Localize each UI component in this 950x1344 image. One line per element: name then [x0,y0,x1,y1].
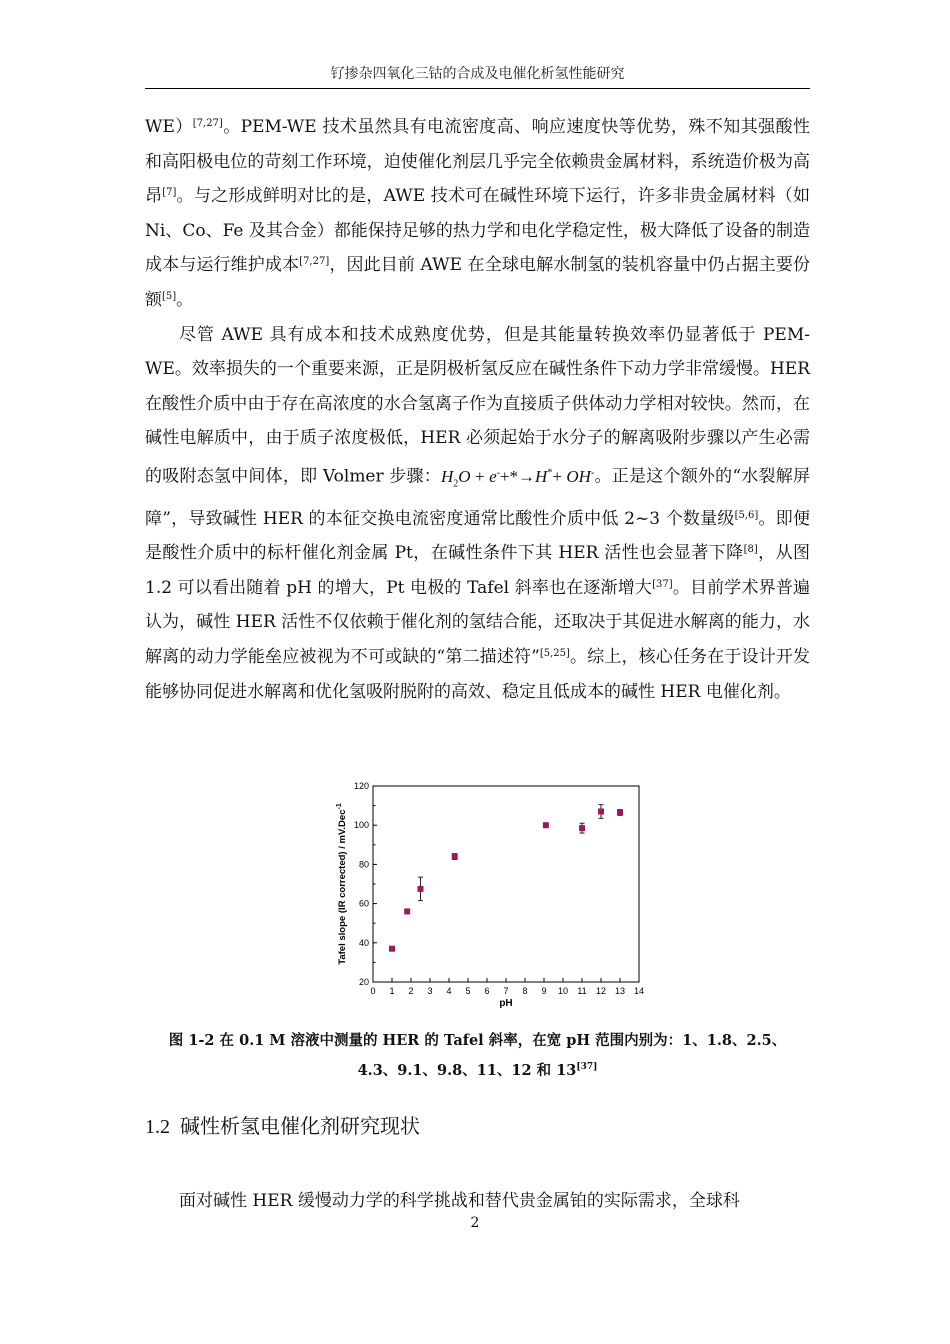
paragraph-3: 面对碱性 HER 缓慢动力学的科学挑战和替代贵金属铂的实际需求，全球科 [179,1191,740,1211]
data-point [543,822,549,828]
x-tick-label: 9 [541,986,547,996]
y-tick-label: 80 [358,859,369,870]
x-tick-label: 6 [484,986,490,996]
body-text [145,110,810,709]
tafel-slope-figure [325,780,645,1010]
citation: [37] [652,578,673,590]
citation: [7] [162,187,177,199]
y-tick-label: 100 [353,820,369,831]
y-tick-label: 20 [358,977,369,987]
citation: [5] [162,290,177,302]
x-tick-label: 1 [389,986,395,996]
data-point [579,825,585,831]
section-heading [145,1110,420,1139]
tafel-slope-chart [325,780,645,1010]
citation: [5,25] [539,647,570,659]
volmer-equation: $H_2O + e^-+*\to H^*+ OH^-$ [440,466,595,489]
y-tick-label: 60 [358,898,369,909]
x-tick-label: 14 [633,986,645,996]
section-title: 碱性析氢电催化剂研究现状 [180,1114,420,1138]
citation: [7,27] [299,256,330,268]
running-title: 钌掺杂四氧化三钴的合成及电催化析氢性能研究 [330,66,625,82]
x-tick-label: 4 [446,986,452,996]
x-tick-label: 12 [595,986,607,996]
x-axis-label: pH [499,998,513,1009]
citation: [5,6] [734,509,759,521]
caption-line-2: 4.3、9.1、9.8、11、12 和 13[37] [357,1061,598,1079]
citation: [7,27] [192,118,223,129]
x-tick-label: 13 [614,986,626,996]
data-point [404,908,410,914]
header-rule [145,88,810,89]
y-tick-label: 120 [353,781,369,791]
citation: [37] [576,1062,598,1072]
y-axis-label: Tafel slope (IR corrected) / mV.Dec$^{-1}$ [336,803,348,965]
x-tick-label: 0 [370,986,376,996]
data-point [598,808,604,814]
x-tick-label: 8 [522,986,528,996]
figure-caption [145,1028,810,1084]
x-tick-label: 10 [557,986,569,996]
citation: [8] [743,544,758,556]
data-point [452,854,458,860]
caption-line-1: 图 1-2 在 0.1 M 溶液中测量的 HER 的 Tafel 斜率，在宽 pH 范围内别为：1、1.8、2.5、 [168,1032,787,1049]
data-point [389,946,395,952]
x-tick-label: 11 [577,986,587,996]
section-number: 1.2 [145,1116,170,1138]
paragraph-1: WE）[7,27]。PEM-WE 技术虽然具有电流密度高、响应速度快等优势，殊不知其强酸性和高阳极电位的苛刻工作环境，迫使催化剂层几乎完全依赖贵金属材料，系统造价极为高昂[7]。与之形成鲜明对比的是，AWE 技术可在碱性环境下运行，许多非贵金属材料（如 Ni、Co、Fe 及其合金）都能保持足够的热力学和电化学稳定性，极大降低了设备的制造成本与运行维护成本[7,27]，因此目前 AWE 在全球电解水制氢的装机容量中仍占据主要份额[5]。 [145,117,811,310]
data-point [418,886,424,892]
x-tick-label: 5 [465,986,471,996]
plot-frame [373,786,639,982]
data-point [617,809,623,815]
paragraph-2: 尽管 AWE 具有成本和技术成熟度优势，但是其能量转换效率仍显著低于 PEM-WE。效率损失的一个重要来源，正是阴极析氢反应在碱性条件下动力学非常缓慢。HER 在酸性介质中由于存在高浓度的水合氢离子作为直接质子供体动力学相对较快。然而，在碱性电解质中，由于质子浓度极低，HER 必须起始于水分子的解离吸附步骤以产生必需的吸附态氢中间体，即 Volmer 步骤：$H_2O + e^-+*\to H^*+ OH^-$。正是这个额外的“水裂解屏障”，导致碱性 HER 的本征交换电流密度通常比酸性介质中低 2~3 个数量级[5,6]。即便是酸性介质中的标杆催化剂金属 Pt，在碱性条件下其 HER 活性也会显著下降[8]，从图 1.2 可以看出随着 pH 的增大，Pt 电极的 Tafel 斜率也在逐渐增大[37]。目前学术界普遍认为，碱性 HER 活性不仅依赖于催化剂的氢结合能，还取决于其促进水解离的能力，水解离的动力学能垒应被视为不可或缺的“第二描述符”[5,25]。综上，核心任务在于设计开发能够协同促进水解离和优化氢吸附脱附的高效、稳定且低成本的碱性 HER 电催化剂。 [145,324,811,702]
x-tick-label: 7 [503,986,509,996]
page-number: 2 [470,1215,480,1231]
x-tick-label: 3 [427,986,433,996]
y-tick-label: 40 [358,937,369,948]
x-tick-label: 2 [408,986,414,996]
